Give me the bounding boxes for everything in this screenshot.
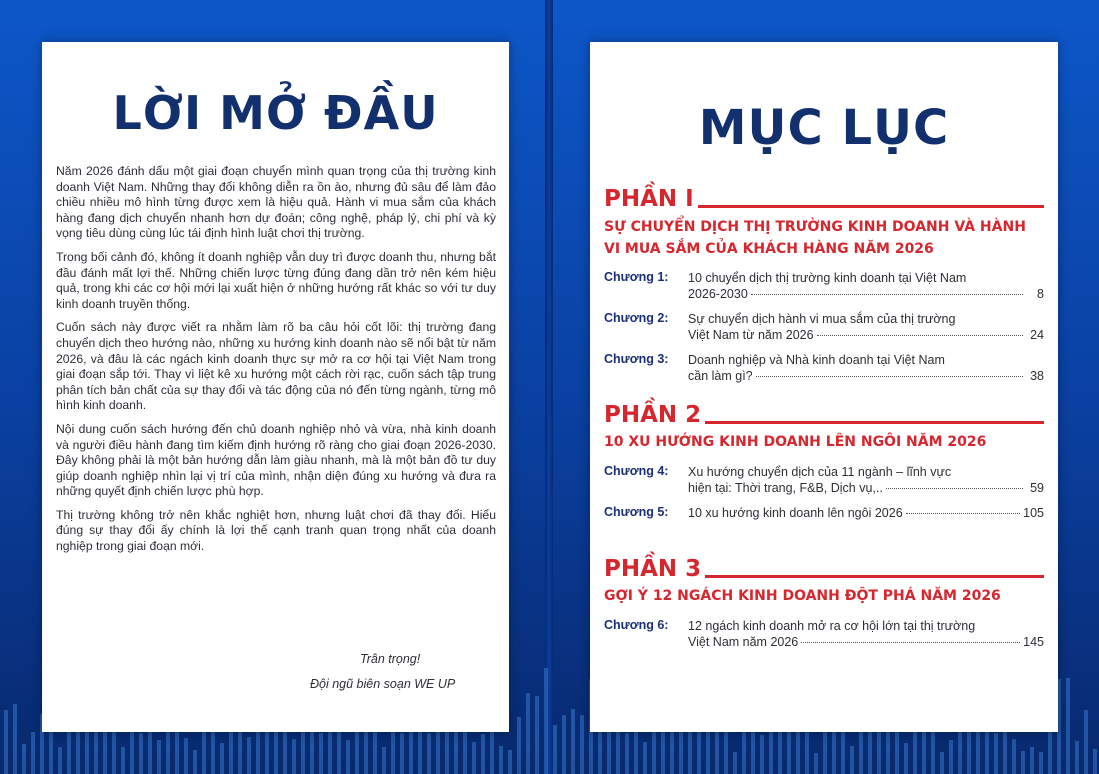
equalizer-bar (526, 693, 530, 774)
chapter-title-line: hiện tại: Thời trang, F&B, Dịch vụ,.. (688, 481, 883, 495)
equalizer-bar (940, 752, 944, 774)
part-1-rule (698, 205, 1044, 208)
part-3-rule (705, 575, 1044, 578)
equalizer-bar (796, 730, 800, 774)
equalizer-bar (283, 729, 287, 774)
equalizer-bar (1012, 739, 1016, 774)
equalizer-bar (904, 743, 908, 774)
dot-leader (886, 488, 1023, 489)
equalizer-bar (121, 747, 125, 774)
equalizer-bar (1021, 751, 1025, 774)
introduction-body (56, 164, 496, 563)
part-3-heading (604, 558, 1044, 581)
chapter-number: Chương 1: (604, 270, 669, 284)
equalizer-bar (544, 668, 548, 774)
equalizer-bar (760, 735, 764, 774)
chapter-title-line: 10 chuyển dịch thị trường kinh doanh tại Việt Nam (688, 271, 967, 285)
equalizer-bar (508, 750, 512, 774)
equalizer-bar (499, 746, 503, 774)
chapter-number: Chương 6: (604, 618, 669, 632)
part-2-rule (705, 421, 1044, 424)
equalizer-bar (1075, 741, 1079, 774)
chapter-title-line: Doanh nghiệp và Nhà kinh doanh tại Việt Nam (688, 353, 945, 367)
intro-paragraph: Nội dung cuốn sách hướng đến chủ doanh nghiệp nhỏ và vừa, nhà kinh doanh và người điều hành đang tìm kiếm định hướng rõ ràng cho giai đoạn 2026-2030. Đây không phải là một bản hướng dẫn làm giàu nhanh, mà là một bản đồ tư duy giúp doanh nghiệp nhìn lại vị trí của mình, nhận diện đúng xu hướng và đưa ra những quyết định chiến lược phù hợp. (56, 421, 496, 499)
equalizer-bar (220, 743, 224, 774)
part-1-subtitle: SỰ CHUYỂN DỊCH THỊ TRƯỜNG KINH DOANH VÀ HÀNH VI MUA SẮM CỦA KHÁCH HÀNG NĂM 2026 (604, 219, 1026, 257)
equalizer-bar (472, 742, 476, 774)
chapter-number: Chương 4: (604, 464, 669, 478)
chapter-page-number: 59 (1030, 481, 1044, 495)
equalizer-bar (157, 740, 161, 774)
chapter-title-line: Sự chuyển dịch hành vi mua sắm của thị trường (688, 312, 956, 326)
right-page-table-of-contents (590, 42, 1058, 732)
equalizer-bar (247, 737, 251, 774)
equalizer-bar (31, 732, 35, 774)
dot-leader (756, 376, 1023, 377)
equalizer-bar (814, 753, 818, 774)
equalizer-bar (13, 704, 17, 774)
chapter-number: Chương 5: (604, 505, 669, 519)
equalizer-bar (625, 733, 629, 774)
dot-leader (801, 642, 1020, 643)
equalizer-bar (931, 730, 935, 774)
equalizer-bar (562, 715, 566, 774)
equalizer-bar (742, 725, 746, 774)
equalizer-bar (535, 696, 539, 774)
equalizer-bar (319, 733, 323, 774)
equalizer-bar (1084, 710, 1088, 774)
part-1-label: PHẦN I (604, 186, 694, 212)
part-2-subtitle: 10 XU HƯỚNG KINH DOANH LÊN NGÔI NĂM 2026 (604, 434, 987, 450)
equalizer-bar (4, 710, 8, 774)
equalizer-bar (733, 752, 737, 774)
equalizer-bar (22, 744, 26, 774)
equalizer-bar (553, 725, 557, 774)
equalizer-bar (643, 742, 647, 774)
equalizer-bar (346, 740, 350, 774)
chapter-page-number: 38 (1030, 369, 1044, 383)
equalizer-bar (949, 740, 953, 774)
chapter-page-number: 8 (1037, 287, 1044, 301)
chapter-title-line: Xu hướng chuyển dịch của 11 ngành – lĩnh vực (688, 465, 952, 479)
dot-leader (906, 513, 1020, 514)
chapter-title-line: Việt Nam năm 2026 (688, 635, 799, 649)
equalizer-bar (58, 747, 62, 774)
author-signature: Đội ngũ biên soạn WE UP (310, 677, 456, 691)
dot-leader (751, 294, 1023, 295)
equalizer-bar (616, 730, 620, 774)
chapter-number: Chương 3: (604, 352, 669, 366)
equalizer-bar (382, 747, 386, 774)
intro-paragraph: Thị trường không trở nên khắc nghiệt hơn, nhưng luật chơi đã thay đổi. Hiểu đúng sự thay đổi ấy chính là lợi thế cạnh tranh quan trọng nhất của doanh nghiệp trong giai đoạn mới. (56, 507, 496, 554)
equalizer-bar (1030, 747, 1034, 774)
chapter-title-line: Việt Nam từ năm 2026 (688, 328, 814, 342)
equalizer-bar (292, 739, 296, 774)
intro-paragraph: Năm 2026 đánh dấu một giai đoạn chuyển mình quan trọng của thị trường kinh doanh Việt Nam. Những thay đổi không diễn ra ồn ào, nhưng đủ sâu để làm đảo chiều nhiều mô hình từng được xem là hiệu quả. Hành vi mua sắm của khách hàng đang dịch chuyển nhanh hơn dự đoán; công nghệ, pháp lý, chi phí và kỳ vọng tiêu dùng cùng lúc tái định hình luật chơi thị trường. (56, 164, 496, 241)
equalizer-bar (427, 733, 431, 774)
equalizer-bar (580, 715, 584, 774)
chapter-title-line: 2026-2030 (688, 287, 748, 301)
part-3-label: PHẦN 3 (604, 556, 702, 582)
chapter-page-number: 145 (1023, 635, 1044, 649)
equalizer-bar (1066, 678, 1070, 774)
intro-paragraph: Trong bối cảnh đó, không ít doanh nghiệp vẫn duy trì được doanh thu, nhưng bắt đầu đánh mất lợi thế. Những chiến lược từng đúng đang dần trở nên kém hiệu quả, trong khi các cơ hội mới lại xuất hiện ở những hướng rất khác so với tư duy kinh doanh truyền thống. (56, 249, 496, 311)
closing-greeting: Trân trọng! (360, 652, 421, 666)
equalizer-bar (652, 730, 656, 774)
chapter-page-number: 24 (1030, 328, 1044, 342)
equalizer-bar (94, 728, 98, 774)
equalizer-bar (193, 750, 197, 774)
left-page-introduction (42, 42, 509, 732)
part-2-heading (604, 404, 1044, 427)
equalizer-bar (994, 733, 998, 774)
equalizer-bar (850, 746, 854, 774)
chapter-page-number: 105 (1023, 506, 1044, 520)
equalizer-bar (1039, 752, 1043, 774)
part-2-label: PHẦN 2 (604, 402, 702, 428)
equalizer-bar (571, 709, 575, 774)
equalizer-bar (1093, 749, 1097, 774)
chapter-title-line: cần làm gì? (688, 369, 753, 383)
equalizer-bar (139, 733, 143, 774)
dot-leader (817, 335, 1023, 336)
part-3-subtitle: GỢI Ý 12 NGÁCH KINH DOANH ĐỘT PHÁ NĂM 2026 (604, 588, 1001, 604)
equalizer-bar (184, 738, 188, 774)
equalizer-bar (481, 734, 485, 774)
chapter-title-line: 10 xu hướng kinh doanh lên ngôi 2026 (688, 506, 903, 520)
chapter-number: Chương 2: (604, 311, 669, 325)
equalizer-bar (400, 733, 404, 774)
equalizer-bar (517, 717, 521, 774)
toc-title: MỤC LỤC (698, 100, 950, 156)
part-1-heading (604, 188, 1044, 211)
intro-paragraph: Cuốn sách này được viết ra nhằm làm rõ ba câu hỏi cốt lõi: thị trường đang chuyển dịch theo hướng nào, những xu hướng kinh doanh nào sẽ nổi bật từ năm 2026, và đâu là các ngách kinh doanh thực sự mở ra cơ hội tại Việt Nam trong giai đoạn sắp tới. Thay vì liệt kê xu hướng một cách rời rạc, cuốn sách tập trung phân tích bản chất của sự thay đổi và tác động của nó đến từng ngành, từng mô hình kinh doanh. (56, 320, 496, 413)
introduction-title: LỜI MỞ ĐẦU (112, 86, 439, 140)
chapter-title-line: 12 ngách kinh doanh mở ra cơ hội lớn tại thị trường (688, 619, 976, 633)
